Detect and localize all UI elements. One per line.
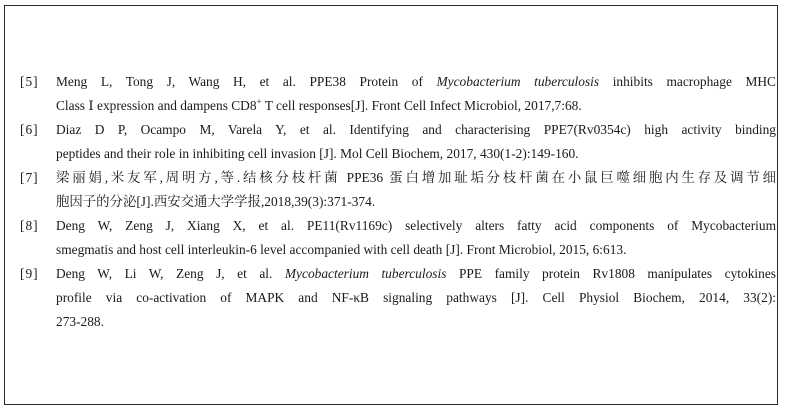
reference-item xyxy=(20,214,776,262)
reference-text-segment: peptides and their role in inhibiting cell invasion [J]. Mol Cell Biochem, 2017, 430(1-2):149-160. xyxy=(56,146,579,161)
reference-item xyxy=(20,70,776,118)
reference-text-segment: smegmatis and host cell interleukin-6 level accompanied with cell death [J]. Front Microbiol, 2015, 6:613. xyxy=(56,242,627,257)
reference-line xyxy=(56,94,776,118)
reference-text xyxy=(56,214,776,262)
reference-text xyxy=(56,166,776,214)
superscript: + xyxy=(256,96,262,107)
reference-text-segment: profile via co-activation of MAPK and NF-κB signaling pathways [J]. Cell Physiol Biochem, 2014, 33(2): xyxy=(56,290,776,305)
reference-list xyxy=(20,70,776,334)
reference-text-segment: Class Ⅰ expression and dampens CD8 xyxy=(56,98,257,113)
reference-line xyxy=(56,214,776,238)
reference-number: [5] xyxy=(20,74,39,89)
reference-text-segment: T cell responses[J]. Front Cell Infect Microbiol, 2017,7:68. xyxy=(261,98,582,113)
reference-line xyxy=(56,142,776,166)
reference-text xyxy=(56,262,776,334)
reference-line xyxy=(56,238,776,262)
reference-item xyxy=(20,262,776,334)
reference-item xyxy=(20,166,776,214)
reference-line xyxy=(56,70,776,94)
reference-text-segment: PPE family protein Rv1808 manipulates cytokines xyxy=(446,266,776,281)
reference-line xyxy=(56,166,776,190)
species-name: Mycobacterium tuberculosis xyxy=(436,74,600,89)
reference-text-segment: 胞因子的分泌[J].西安交通大学学报,2018,39(3):371-374. xyxy=(56,194,376,209)
reference-text-segment: 梁丽娟,米友军,周明方,等.结核分枝杆菌 PPE36 蛋白增加耻垢分枝杆菌在小鼠巨噬细胞内生存及调节细 xyxy=(56,170,776,185)
reference-line xyxy=(56,262,776,286)
reference-text xyxy=(56,118,776,166)
reference-item xyxy=(20,118,776,166)
reference-line xyxy=(56,118,776,142)
reference-number: [6] xyxy=(20,122,39,137)
reference-text-segment: inhibits macrophage MHC xyxy=(599,74,776,89)
reference-text-segment: Deng W, Li W, Zeng J, et al. xyxy=(56,266,285,281)
reference-text-segment: Diaz D P, Ocampo M, Varela Y, et al. Identifying and characterising PPE7(Rv0354c) high activity binding xyxy=(56,122,776,137)
reference-text-segment: 273-288. xyxy=(56,314,104,329)
reference-text-segment: Meng L, Tong J, Wang H, et al. PPE38 Protein of xyxy=(56,74,437,89)
reference-text-segment: Deng W, Zeng J, Xiang X, et al. PE11(Rv1169c) selectively alters fatty acid components of Mycobacterium xyxy=(56,218,776,233)
reference-number: [7] xyxy=(20,170,39,185)
reference-text xyxy=(56,70,776,118)
reference-line xyxy=(56,310,776,334)
reference-line xyxy=(56,190,776,214)
reference-number: [8] xyxy=(20,218,39,233)
reference-number: [9] xyxy=(20,266,39,281)
reference-line xyxy=(56,286,776,310)
species-name: Mycobacterium tuberculosis xyxy=(284,266,447,281)
